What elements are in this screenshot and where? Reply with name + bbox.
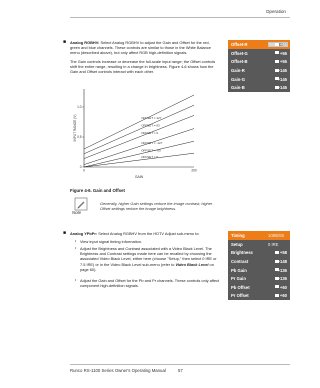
menu-item-value: +58 [279,250,287,256]
video-black-level-link[interactable]: Video Black Level [175,261,209,267]
menu-item-value: 0 IRE [268,241,279,247]
menu-item-value: 1080i/60 [268,233,285,239]
rgb-para2-line2: shift the entire range, resulting in a change in brightness. Figure 4-6 shows how the [70,64,214,70]
series-label: OFFSET = 127 [141,115,162,120]
ypbpr-menu-row-pr-offset[interactable] [228,291,290,300]
rgb-para2-line1: The Gain controls increase or decrease the full-scale input range; the Offset controls [70,59,216,64]
menu-item-value: +135 [277,276,287,282]
note-line1: Generally, higher Gain settings reduce the image contrast; higher [100,201,213,206]
y-tick-label: 0.5 [77,135,82,140]
rgb-text-line2: green and blue channels. These controls are similar to those in the White Balance [70,45,211,51]
menu-item-label: Offset-R [231,42,248,48]
ypb-bullet-3-line1: Adjust the Gain and Offset for the Pb and Pr channels. These controls only affect [80,278,220,283]
menu-item-label: Pb Gain [231,267,247,273]
menu-item-value: +135 [277,267,287,273]
menu-item-label: Setup [231,241,243,247]
menu-item-label: Pr Gain [231,276,246,282]
menu-item-value: +55 [279,50,287,56]
slider-knob[interactable] [275,60,279,63]
ypbpr-menu-row-pb-gain[interactable] [228,265,290,274]
menu-item-value: +55 [279,42,287,48]
bullet-icon: ■ [63,230,67,236]
note-pencil-icon [74,197,88,211]
x-axis-label: GAIN [134,175,144,179]
footer-page-number: 57 [178,368,183,373]
menu-item-value: +60 [279,284,287,290]
ypb-bullet-2-line4: 7.5 IRE) or in the Video Black Level sub-menu (refer to [80,261,176,267]
series-line [84,141,194,167]
ypb-bullet-2-line5: page 60). [80,266,97,272]
ypb-bullet-2-line1: Adjust the Brightness and Contrast associated with a Video Black Level. The [80,246,212,251]
page-header-title: Operation [265,9,286,14]
slider-knob[interactable] [275,43,279,46]
footer-divider [70,364,290,365]
slider-knob[interactable] [275,285,279,288]
ypbpr-menu-row-contrast[interactable] [228,257,290,266]
menu-item-label: Pr Offset [231,293,249,299]
menu-item-label: Brightness [231,250,253,256]
y-axis-label: INPUT RANGE (V) [73,114,77,142]
ypbpr-adjust-menu [228,231,290,300]
ypb-intro [70,231,220,236]
sub-bullet-icon: • [75,239,77,243]
ypb-text: Select Analog RGBHV from the HDTV Adjust sub-menu to: [97,231,200,236]
menu-item-label: Pb Offset [231,284,250,290]
rgb-menu-row-gain-b[interactable] [228,83,290,92]
series-line [84,153,194,167]
note-text [100,201,250,211]
chart-svg [70,81,210,186]
ypbpr-menu-row-brightness[interactable] [228,248,290,257]
menu-item-value: +145 [277,76,287,82]
menu-item-label: Gain-R [231,67,245,73]
menu-item-label: Offset-G [231,50,248,56]
x-tick-label: 200 [191,168,197,173]
series-label: OFFSET = 0 [141,154,159,159]
ypb-bullet-3-line2: component high-definition signals. [80,283,139,289]
bullet-icon: ■ [63,39,67,45]
gain-offset-chart [70,81,210,186]
menu-item-value: +145 [277,67,287,73]
rgb-text-line1: Select Analog RGBHV to adjust the Gain and Offset for the red, [99,40,210,45]
slider-knob[interactable] [275,251,279,254]
menu-item-value: +60 [279,293,287,299]
menu-item-value: +55 [279,59,287,65]
rgb-text-line3: menu (described above), but only affect RGB high-definition signals. [70,50,188,56]
rgb-menu-row-gain-g[interactable] [228,74,290,83]
menu-item-label: Gain-G [231,76,245,82]
menu-item-label: Offset-B [231,59,248,65]
ypb-term: Analog YPbPr: [70,231,98,236]
x-tick-label: 0 [83,168,85,173]
rgb-menu-row-offset-b[interactable] [228,57,290,66]
sub-bullet-icon: • [75,278,77,282]
rgb-menu-row-gain-r[interactable] [228,66,290,75]
slider-knob[interactable] [275,51,279,54]
ypb-link-tail: on [208,261,214,267]
series-label: OFFSET = -127 [141,140,163,145]
note-label: Note [72,210,82,215]
ypb-bullet-3 [80,278,225,288]
note-line2: Offset settings reduce the image brightness. [100,206,177,212]
ypb-bullet-2-line2: Brightness and Contrast settings made here can be recalled by choosing the [80,251,212,257]
menu-item-label: Timing [231,233,245,239]
rgb-para2-line3: Gain and Offset controls interact with each other. [70,69,155,75]
figure-caption: Figure 4-6. Gain and Offset [70,188,125,193]
rgb-paragraph [70,40,220,56]
slider-knob[interactable] [275,294,279,297]
rgb-term: Analog RGBHV: [70,40,100,45]
menu-item-label: Contrast [231,258,249,264]
menu-item-value: +145 [277,85,287,91]
header-divider [70,17,290,18]
y-tick-label: 1.0 [77,105,82,110]
menu-item-label: Gain-B [231,85,245,91]
ypb-bullet-2 [80,246,225,272]
menu-item-value: +148 [277,258,287,264]
rgb-menu-row-offset-g[interactable] [228,49,290,58]
rgb-paragraph-2 [70,59,220,75]
footer-manual-title: Runco RS-1100 Series Owner's Operating Manual [70,368,166,373]
series-label: OFFSET = 63 [141,123,160,128]
ypb-bullet-1: View input signal timing information. [80,239,142,244]
series-label: OFFSET = 0 [141,131,159,136]
ypbpr-menu-row-pb-offset[interactable] [228,283,290,292]
ypbpr-menu-row-timing[interactable] [228,231,290,240]
ypb-bullet-2-line3: associated Video Black Level, either here (choose "Setup," then select 0 IRE or [80,256,217,262]
y-tick-label: 0 [79,165,82,170]
ypbpr-menu-row-setup[interactable] [228,240,290,249]
rgb-menu-row-offset-r[interactable] [228,40,290,49]
rgb-adjust-menu [228,40,290,92]
series-label: OFFSET = -63 [141,148,161,153]
ypbpr-menu-row-pr-gain[interactable] [228,274,290,283]
sub-bullet-icon: • [75,246,77,250]
